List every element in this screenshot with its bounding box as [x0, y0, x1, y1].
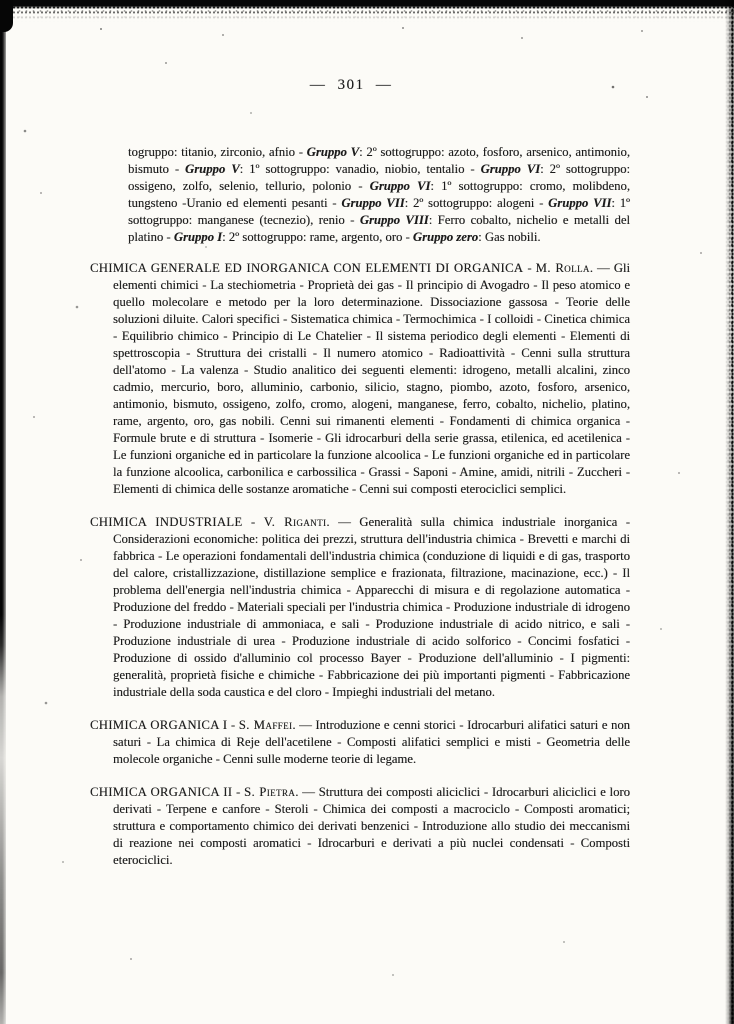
course-entry: [90, 717, 630, 768]
continuation-paragraph: togruppo: titanio, zirconio, afnio - Gruppo V: 2º sottogruppo: azoto, fosforo, arsenico, antimonio, bismuto - Gruppo V: 1º sottogruppo: vanadio, niobio, tentalio - Gruppo VI: 2º sottogruppo: ossigeno, zolfo, selenio, tellurio, polonio - Gruppo VI: 1º sottogruppo: cromo, molibdeno, tungsteno -Uranio ed elementi pesanti - Gruppo VII: 2º sottogruppo: alogeni - Gruppo VII: 1º sottogruppo: manganese (tecnezio), renio - Gruppo VIII: Ferro cobalto, nichelio e metalli del platino - Gruppo I: 2º sottogruppo: rame, argento, oro - Gruppo zero: Gas nobili.: [128, 144, 631, 244]
professor-name: V. Riganti: [263, 515, 327, 529]
heading-dash: . —: [295, 785, 319, 799]
title-separator: -: [523, 261, 536, 275]
title-separator: -: [242, 515, 264, 529]
course-title: CHIMICA ORGANICA I: [90, 718, 228, 732]
scan-edge-right: [725, 0, 734, 1024]
course-entry: [90, 260, 630, 498]
course-description: Introduzione e cenni storici - Idrocarburi alifatici saturi e non saturi - La chimica di Reje dell'acetilene - Composti alifatici semplici e misti - Geometria delle molecole organiche - Cenni sulle moderne teorie di legame.: [113, 718, 631, 766]
title-separator: -: [227, 718, 239, 732]
course-list: [90, 260, 630, 885]
course-description: Generalità sulla chimica industriale inorganica - Considerazioni economiche: politica dei prezzi, struttura dell'industria chimica - Brevetti e marchi di fabbrica - Le operazioni fondamentali dell'industria chimica (conduzione di liquidi e di gas, trasporto del calore, cristallizzazione, distillazione semplice e frazionata, filtrazione, macinazione, ecc.) - Il problema dell'energia nell'industria chimica - Apparecchi di misura e di regolazione automatica - Produzione del freddo - Materiali speciali per l'industria chimica - Produzione industriale di idrogeno - Produzione industriale di ammoniaca, e sali - Produzione industriale di acido nitrico, e sali - Produzione industriale di urea - Produzione industriale di acido solforico - Concimi fosfatici - Produzione di ossido d'alluminio col processo Bayer - Produzione dell'alluminio - I pigmenti: generalità, proprietà fisiche e chimiche - Fabbricazione dei più importanti pigmenti - Fabbricazione industriale della soda caustica e del cloro - Impieghi industriali del metano.: [113, 515, 630, 699]
professor-name: M. Rolla: [535, 261, 590, 275]
course-description: Gli elementi chimici - La stechiometria - Proprietà dei gas - Il principio di Avogadro - Il peso atomico e quello molecolare e metodo per la loro determinazione. Dissociazione gassosa - Teorie delle soluzioni diluite. Calori specifici - Sistematica chimica - Termochimica - I colloidi - Cinetica chimica - Equilibrio chimico - Principio di Le Chatelier - Il sistema periodico degli elementi - Elementi di spettroscopia - Struttura dei cristalli - Il numero atomico - Radioattività - Cenni sulla struttura dell'atomo - La valenza - Studio analitico dei seguenti elementi: idrogeno, metalli alcalini, zinco cadmio, mercurio, boro, alluminio, carbonio, silicio, stagno, piombo, azoto, fosforo, arsenico, antimonio, bismuto, ossigeno, zolfo, cromo, alogeni, manganese, ferro, cobalto, nichelio, platino, rame, argento, oro, gas nobili. Cenni sui rimanenti elementi - Fondamenti di chimica organica - Formule brute e di struttura - Isomerie - Gli idrocarburi della serie grassa, etilenica, ed acetilenica - Le funzioni organiche ed in particolare la funzione alcoolica - Le funzioni organiche ed in particolare la funzione alcoolica, carbonilica e carbossilica - Grassi - Saponi - Amine, amidi, nitrili - Zuccheri - Elementi di chimica delle sostanze aromatiche - Cenni sui composti eterociclici semplici.: [113, 261, 630, 496]
professor-name: S. Maffei: [238, 718, 293, 732]
professor-name: S. Pietra: [244, 785, 296, 799]
course-title: CHIMICA INDUSTRIALE: [90, 515, 243, 529]
scan-edge-left: [0, 0, 6, 1024]
heading-dash: . —: [326, 515, 360, 529]
heading-dash: . —: [292, 718, 316, 732]
course-title: CHIMICA ORGANICA II: [90, 785, 233, 799]
course-title: CHIMICA GENERALE ED INORGANICA CON ELEMENTI DI ORGANICA: [90, 261, 524, 275]
scan-corner-top-left: [0, 0, 13, 32]
course-entry: [90, 784, 630, 869]
page-number: — 301 —: [309, 77, 393, 93]
scan-edge-top: [0, 0, 734, 22]
course-entry: [90, 514, 630, 701]
heading-dash: . —: [589, 261, 614, 275]
course-description: Struttura dei composti aliciclici - Idrocarburi aliciclici e loro derivati - Terpene e canfore - Steroli - Chimica dei composti a macrociclo - Composti aromatici; struttura e comportamento chimico dei derivati benzenici - Introduzione allo studio dei meccanismi di reazione nei composti aromatici - Idrocarburi e derivati a più nuclei condensati - Composti eterociclici.: [113, 785, 630, 867]
title-separator: -: [232, 785, 245, 799]
